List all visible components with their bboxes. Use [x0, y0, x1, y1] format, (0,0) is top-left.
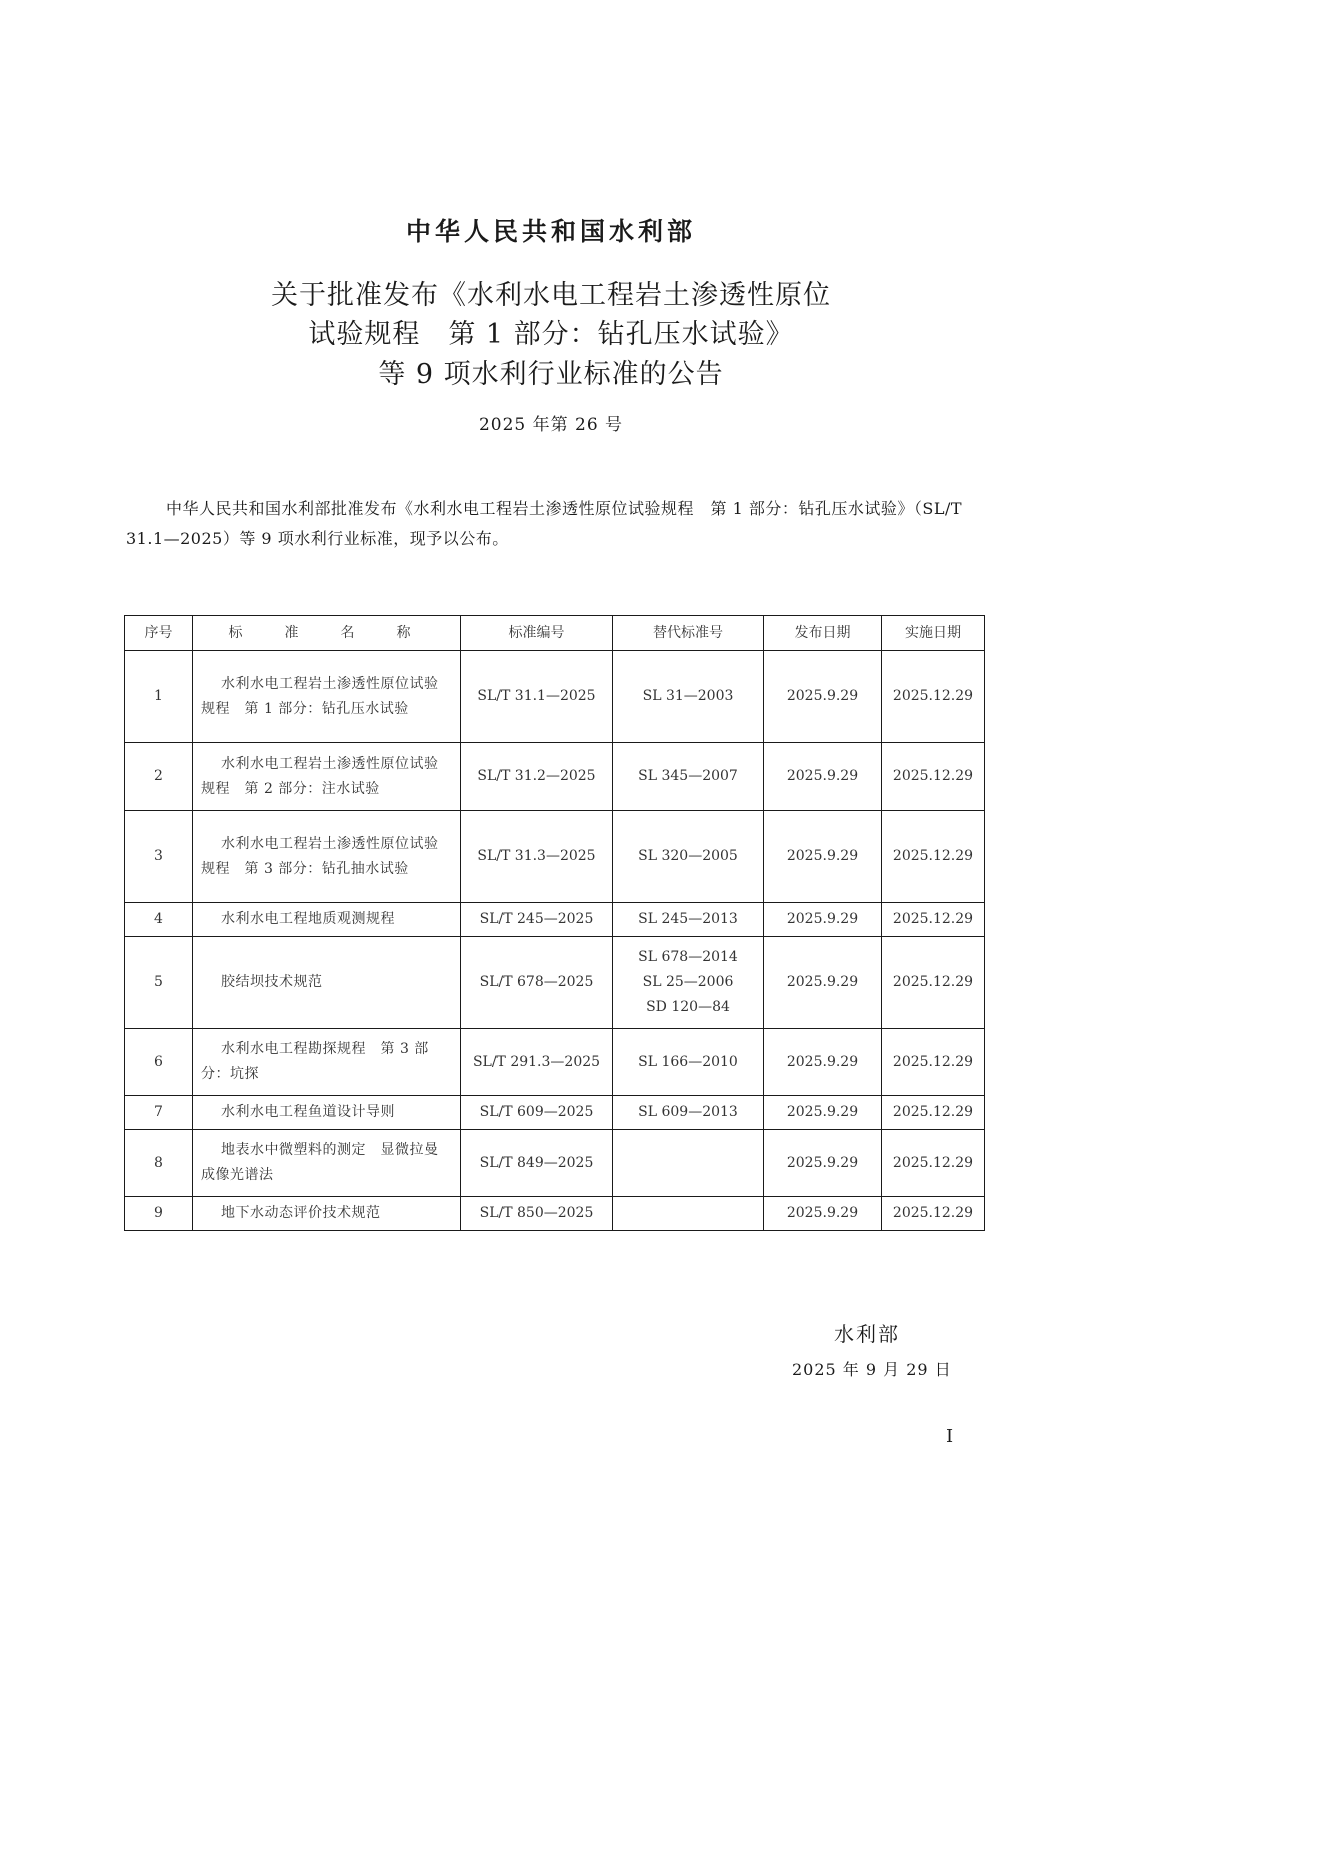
row-seq: 2 — [125, 743, 193, 811]
row-issue-date: 2025.9.29 — [764, 937, 882, 1029]
row-standard-name: 水利水电工程勘探规程 第 3 部分：坑探 — [193, 1029, 461, 1096]
row-issue-date: 2025.9.29 — [764, 651, 882, 743]
row-standard-name: 水利水电工程鱼道设计导则 — [193, 1096, 461, 1130]
row-standard-code: SL/T 31.1—2025 — [461, 651, 613, 743]
row-issue-date: 2025.9.29 — [764, 743, 882, 811]
row-standard-name: 水利水电工程岩土渗透性原位试验规程 第 3 部分：钻孔抽水试验 — [193, 811, 461, 903]
row-issue-date: 2025.9.29 — [764, 811, 882, 903]
table-row — [125, 903, 985, 937]
header-seq: 序号 — [125, 616, 193, 651]
row-seq: 9 — [125, 1197, 193, 1231]
row-standard-code: SL/T 245—2025 — [461, 903, 613, 937]
header-standard-name: 标 准 名 称 — [193, 616, 461, 651]
row-effective-date: 2025.12.29 — [882, 1197, 985, 1231]
row-replaced-code: SL 31—2003 — [613, 651, 764, 743]
row-replaced-code: SL 345—2007 — [613, 743, 764, 811]
row-standard-code: SL/T 291.3—2025 — [461, 1029, 613, 1096]
header-issue-date: 发布日期 — [764, 616, 882, 651]
row-issue-date: 2025.9.29 — [764, 1029, 882, 1096]
table-row — [125, 651, 985, 743]
row-effective-date: 2025.12.29 — [882, 651, 985, 743]
row-effective-date: 2025.12.29 — [882, 1130, 985, 1197]
row-effective-date: 2025.12.29 — [882, 743, 985, 811]
row-issue-date: 2025.9.29 — [764, 903, 882, 937]
row-standard-code: SL/T 849—2025 — [461, 1130, 613, 1197]
row-seq: 6 — [125, 1029, 193, 1096]
row-replaced-code — [613, 1130, 764, 1197]
table-row — [125, 937, 985, 1029]
signature-organization: 水利部 — [834, 1322, 900, 1346]
replaced-code-line: SD 120—84 — [646, 999, 730, 1015]
standards-table — [124, 615, 985, 1231]
page-number: I — [946, 1426, 954, 1447]
document-number: 2025 年第 26 号 — [478, 415, 624, 435]
row-standard-name: 水利水电工程岩土渗透性原位试验规程 第 1 部分：钻孔压水试验 — [193, 651, 461, 743]
header-replaced-code: 替代标准号 — [613, 616, 764, 651]
issuing-ministry: 中华人民共和国水利部 — [405, 217, 696, 246]
row-seq: 7 — [125, 1096, 193, 1130]
row-effective-date: 2025.12.29 — [882, 903, 985, 937]
table-row — [125, 1197, 985, 1231]
row-issue-date: 2025.9.29 — [764, 1197, 882, 1231]
row-effective-date: 2025.12.29 — [882, 1029, 985, 1096]
signature-date: 2025 年 9 月 29 日 — [792, 1360, 952, 1379]
row-standard-code: SL/T 31.2—2025 — [461, 743, 613, 811]
row-replaced-code — [613, 937, 764, 1029]
row-standard-name: 地下水动态评价技术规范 — [193, 1197, 461, 1231]
row-seq: 4 — [125, 903, 193, 937]
row-replaced-code: SL 245—2013 — [613, 903, 764, 937]
row-issue-date: 2025.9.29 — [764, 1096, 882, 1130]
replaced-code-line: SL 25—2006 — [642, 974, 734, 990]
row-standard-name: 水利水电工程岩土渗透性原位试验规程 第 2 部分：注水试验 — [193, 743, 461, 811]
row-effective-date: 2025.12.29 — [882, 1096, 985, 1130]
row-standard-name: 地表水中微塑料的测定 显微拉曼成像光谱法 — [193, 1130, 461, 1197]
table-row — [125, 1096, 985, 1130]
announcement-title-line-2: 试验规程 第 1 部分：钻孔压水试验》 — [308, 319, 794, 350]
row-replaced-code — [613, 1197, 764, 1231]
row-standard-name: 胶结坝技术规范 — [193, 937, 461, 1029]
table-row — [125, 1029, 985, 1096]
row-standard-code: SL/T 609—2025 — [461, 1096, 613, 1130]
announcement-title-line-3: 等 9 项水利行业标准的公告 — [378, 359, 724, 390]
announcement-title-line-1: 关于批准发布《水利水电工程岩土渗透性原位 — [271, 280, 831, 311]
table-header-row — [125, 616, 985, 651]
row-standard-code: SL/T 850—2025 — [461, 1197, 613, 1231]
row-seq: 3 — [125, 811, 193, 903]
row-seq: 1 — [125, 651, 193, 743]
row-seq: 8 — [125, 1130, 193, 1197]
row-replaced-code: SL 166—2010 — [613, 1029, 764, 1096]
intro-paragraph: 中华人民共和国水利部批准发布《水利水电工程岩土渗透性原位试验规程 第 1 部分：钻孔压水试验》（SL/T 31.1—2025）等 9 项水利行业标准，现予以公布。 — [126, 499, 963, 548]
table-row — [125, 1130, 985, 1197]
row-replaced-code: SL 320—2005 — [613, 811, 764, 903]
row-standard-code: SL/T 678—2025 — [461, 937, 613, 1029]
table-row — [125, 811, 985, 903]
row-replaced-code: SL 609—2013 — [613, 1096, 764, 1130]
table-row — [125, 743, 985, 811]
row-effective-date: 2025.12.29 — [882, 937, 985, 1029]
row-standard-code: SL/T 31.3—2025 — [461, 811, 613, 903]
row-seq: 5 — [125, 937, 193, 1029]
row-issue-date: 2025.9.29 — [764, 1130, 882, 1197]
replaced-code-line: SL 678—2014 — [638, 949, 738, 965]
row-standard-name: 水利水电工程地质观测规程 — [193, 903, 461, 937]
row-effective-date: 2025.12.29 — [882, 811, 985, 903]
header-standard-code: 标准编号 — [461, 616, 613, 651]
header-effective-date: 实施日期 — [882, 616, 985, 651]
